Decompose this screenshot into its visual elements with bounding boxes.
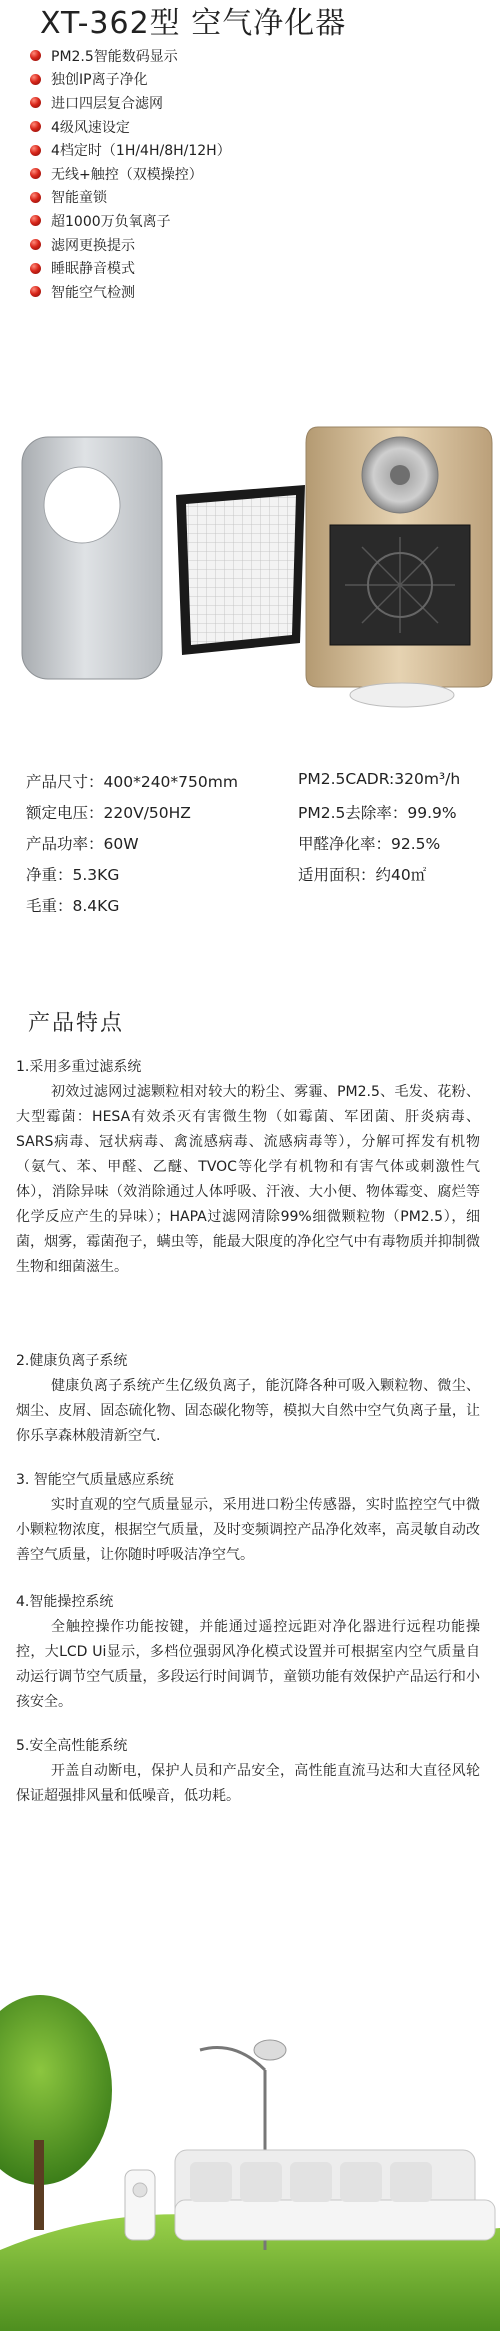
red-bullet-icon [30,145,41,156]
feature-item [30,256,231,280]
spec-right: PM2.5去除率：99.9% [298,804,457,822]
feature-text: 4级风速设定 [51,119,130,136]
spec-right: PM2.5CADR:320m³/h [298,770,461,788]
feature-section-body: 实时直观的空气质量显示，采用进口粉尘传感器，实时监控空气中微小颗粒物浓度，根据空气质量，及时变频调控产品净化效率，高灵敏自动改善空气质量，让你随时呼吸洁净空气。 [16,1497,480,1563]
feature-section-heading: 4.智能操控系统 [16,1594,114,1610]
feature-item [30,68,231,92]
feature-section-body: 初效过滤网过滤颗粒相对较大的粉尘、雾霾、PM2.5、毛发、花粉、大型霉菌：HESA有效杀灭有害微生物（如霉菌、军团菌、肝炎病毒、SARS病毒、冠状病毒、禽流感病毒、流感病毒等），分解可挥发有机物（氨气、苯、甲醛、乙醚、TVOC等化学有机物和有害气体或刺激性气体），消除异味（效消除通过人体呼吸、汗液、大小便、物体霉变、腐烂等化学反应产生的异味）；HAPA过滤网清除99%细微颗粒物（PM2.5），细菌，烟雾，霉菌孢子，螨虫等，能最大限度的净化空气中有毒物质并抑制微生物和细菌滋生。 [16,1084,480,1275]
front-panel-image [22,437,162,679]
feature-section [16,1055,480,1280]
feature-section [16,1734,480,1809]
feature-text: 睡眠静音模式 [51,261,135,278]
product-components-image [0,425,500,735]
red-bullet-icon [30,263,41,274]
red-bullet-icon [30,168,41,179]
feature-item [30,186,231,210]
feature-section-heading: 2.健康负离子系统 [16,1353,128,1369]
red-bullet-icon [30,121,41,132]
spec-right: 甲醛净化率：92.5% [298,835,441,853]
feature-item [30,44,231,68]
feature-text: 进口四层复合滤网 [51,95,163,112]
sofa-image [175,2150,495,2240]
feature-section-heading: 3. 智能空气质量感应系统 [16,1472,174,1488]
filter-image [176,485,305,655]
red-bullet-icon [30,97,41,108]
feature-text: 独创IP离子净化 [51,72,148,89]
feature-section-heading: 5.安全高性能系统 [16,1738,128,1754]
red-bullet-icon [30,50,41,61]
spec-left: 产品尺寸：400*240*750mm [26,773,238,791]
spec-left: 毛重：8.4KG [26,897,120,915]
feature-text: 滤网更换提示 [51,237,135,254]
living-room-scene-image [0,1950,500,2331]
feature-text: 4档定时（1H/4H/8H/12H） [51,143,231,160]
product-title: XT-362型 空气净化器 [40,6,347,41]
feature-section-body: 全触控操作功能按键，并能通过遥控远距对净化器进行远程功能操控，大LCD Ui显示，多档位强弱风净化模式设置并可根据室内空气质量自动运行调节空气质量，多段运行时间调节，童锁功能有效保护产品运行和小孩安全。 [16,1619,480,1710]
feature-list [30,44,231,304]
red-bullet-icon [30,239,41,250]
red-bullet-icon [30,215,41,226]
feature-text: 超1000万负氧离子 [51,213,171,230]
feature-item [30,138,231,162]
small-purifier-image [125,2170,155,2240]
feature-item [30,233,231,257]
feature-text: PM2.5智能数码显示 [51,48,178,65]
spec-left: 额定电压：220V/50HZ [26,804,191,822]
feature-item [30,91,231,115]
feature-item [30,280,231,304]
feature-section-heading: 1.采用多重过滤系统 [16,1059,142,1075]
spec-left: 产品功率：60W [26,835,139,853]
purifier-body-image [306,427,492,707]
feature-section-body: 健康负离子系统产生亿级负离子，能沉降各种可吸入颗粒物、微尘、烟尘、皮屑、固态硫化物、固态碳化物等，模拟大自然中空气负离子量，让你乐享森林般清新空气. [16,1378,480,1444]
feature-section-body: 开盖自动断电，保护人员和产品安全，高性能直流马达和大直径风轮保证超强排风量和低噪音，低功耗。 [16,1763,480,1804]
feature-text: 智能童锁 [51,190,107,207]
spec-left: 净重：5.3KG [26,866,120,884]
feature-text: 智能空气检测 [51,284,135,301]
spec-right: 适用面积：约40㎡ [298,866,427,884]
red-bullet-icon [30,192,41,203]
red-bullet-icon [30,74,41,85]
feature-item [30,115,231,139]
feature-section [16,1590,480,1715]
red-bullet-icon [30,286,41,297]
feature-item [30,209,231,233]
section-title: 产品特点 [28,1011,125,1036]
feature-item [30,162,231,186]
feature-text: 无线+触控（双模操控） [51,166,203,183]
feature-section [16,1349,480,1449]
feature-section [16,1468,480,1568]
